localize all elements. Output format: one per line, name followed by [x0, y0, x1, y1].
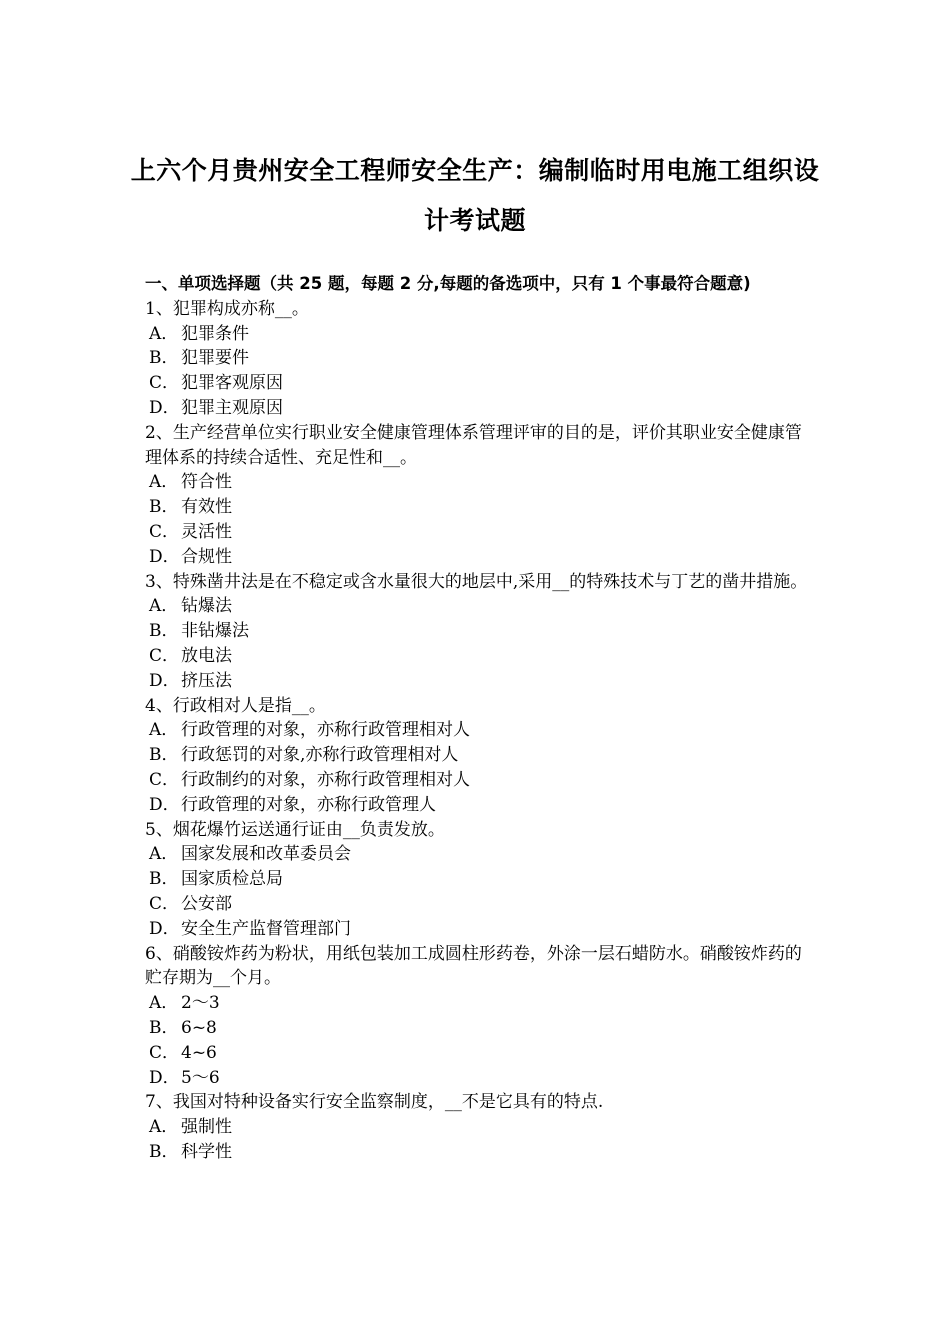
answer-option — [145, 892, 810, 917]
option-list — [145, 842, 810, 941]
answer-option — [145, 545, 810, 570]
option-text: 6~8 — [181, 1017, 217, 1038]
option-letter: A． — [149, 472, 179, 493]
option-list — [145, 718, 810, 817]
option-letter: A． — [149, 844, 179, 865]
answer-option — [145, 594, 810, 619]
question-stem: 3、特殊凿井法是在不稳定或含水量很大的地层中,采用__的特殊技术与丁艺的凿井措施。 — [145, 571, 808, 592]
option-text: 符合性 — [181, 472, 232, 493]
answer-option — [145, 1115, 810, 1140]
option-text: 安全生产监督管理部门 — [181, 918, 351, 939]
answer-option — [145, 917, 810, 942]
option-text: 强制性 — [181, 1117, 232, 1138]
answer-option — [145, 520, 810, 545]
answer-option — [145, 346, 810, 371]
option-list — [145, 322, 810, 421]
option-text: 钻爆法 — [181, 596, 232, 617]
option-text: 行政制约的对象，亦称行政管理相对人 — [181, 769, 470, 790]
option-list — [145, 991, 810, 1090]
option-text: 放电法 — [181, 645, 232, 666]
option-letter: C． — [149, 645, 180, 666]
answer-option — [145, 1140, 810, 1165]
option-letter: B． — [149, 497, 179, 518]
option-letter: A． — [149, 596, 179, 617]
section-heading: 一、单项选择题（共 25 题，每题 2 分,每题的备选项中，只有 1 个事最符合题意) — [145, 274, 751, 293]
question-stem: 4、行政相对人是指__。 — [145, 695, 326, 716]
option-text: 国家发展和改革委员会 — [181, 844, 351, 865]
option-text: 有效性 — [181, 497, 232, 518]
answer-option — [145, 1041, 810, 1066]
option-text: 挤压法 — [181, 670, 232, 691]
question-block — [145, 942, 810, 1091]
question-stem: 2、生产经营单位实行职业安全健康管理体系管理评审的目的是，评价其职业安全健康管理体系的持续合适性、充足性和__。 — [145, 422, 802, 468]
option-list — [145, 470, 810, 569]
option-text: 犯罪客观原因 — [181, 373, 283, 394]
answer-option — [145, 669, 810, 694]
option-letter: D． — [149, 918, 180, 939]
option-letter: B． — [149, 348, 179, 369]
option-letter: A． — [149, 993, 179, 1014]
answer-option — [145, 619, 810, 644]
option-text: 非钻爆法 — [181, 621, 249, 642]
option-letter: D． — [149, 1067, 180, 1088]
answer-option — [145, 842, 810, 867]
answer-option — [145, 718, 810, 743]
answer-option — [145, 371, 810, 396]
answer-option — [145, 322, 810, 347]
question-block — [145, 421, 810, 570]
document-body — [145, 272, 810, 1165]
option-text: 行政管理的对象，亦称行政管理人 — [181, 794, 436, 815]
option-letter: C． — [149, 373, 180, 394]
option-text: 灵活性 — [181, 521, 232, 542]
answer-option — [145, 991, 810, 1016]
option-text: 科学性 — [181, 1141, 232, 1162]
option-list — [145, 1115, 810, 1165]
option-letter: A． — [149, 1117, 179, 1138]
answer-option — [145, 1066, 810, 1091]
option-text: 公安部 — [181, 893, 232, 914]
answer-option — [145, 743, 810, 768]
option-text: 2～3 — [181, 993, 220, 1014]
answer-option — [145, 396, 810, 421]
option-letter: B． — [149, 621, 179, 642]
option-letter: B． — [149, 745, 179, 766]
question-block — [145, 297, 810, 421]
option-letter: D． — [149, 397, 180, 418]
question-stem: 1、犯罪构成亦称__。 — [145, 298, 309, 319]
option-text: 行政惩罚的对象,亦称行政管理相对人 — [181, 745, 459, 766]
document-title: 上六个月贵州安全工程师安全生产：编制临时用电施工组织设计考试题 — [130, 156, 820, 235]
option-list — [145, 594, 810, 693]
question-block — [145, 570, 810, 694]
option-letter: B． — [149, 1017, 179, 1038]
option-letter: B． — [149, 1141, 179, 1162]
option-text: 犯罪要件 — [181, 348, 249, 369]
question-stem: 5、烟花爆竹运送通行证由__负责发放。 — [145, 819, 445, 840]
answer-option — [145, 470, 810, 495]
option-text: 犯罪主观原因 — [181, 397, 283, 418]
answer-option — [145, 867, 810, 892]
option-letter: C． — [149, 893, 180, 914]
option-text: 合规性 — [181, 546, 232, 567]
question-stem: 6、硝酸铵炸药为粉状，用纸包装加工成圆柱形药卷，外涂一层石蜡防水。硝酸铵炸药的贮存期为__个月。 — [145, 943, 802, 989]
answer-option — [145, 644, 810, 669]
option-text: 行政管理的对象，亦称行政管理相对人 — [181, 720, 470, 741]
answer-option — [145, 768, 810, 793]
option-letter: A． — [149, 720, 179, 741]
option-letter: D． — [149, 546, 180, 567]
option-letter: D． — [149, 794, 180, 815]
option-letter: A． — [149, 323, 179, 344]
option-letter: B． — [149, 869, 179, 890]
answer-option — [145, 793, 810, 818]
option-letter: C． — [149, 521, 180, 542]
question-block — [145, 694, 810, 818]
option-letter: C． — [149, 1042, 180, 1063]
option-text: 犯罪条件 — [181, 323, 249, 344]
option-letter: C． — [149, 769, 180, 790]
question-block — [145, 818, 810, 942]
question-block — [145, 1090, 810, 1164]
option-text: 5～6 — [181, 1067, 220, 1088]
option-letter: D． — [149, 670, 180, 691]
question-list — [145, 297, 810, 1165]
option-text: 国家质检总局 — [181, 869, 283, 890]
question-stem: 7、我国对特种设备实行安全监察制度，__不是它具有的特点. — [145, 1092, 604, 1113]
answer-option — [145, 495, 810, 520]
option-text: 4~6 — [181, 1042, 217, 1063]
answer-option — [145, 1016, 810, 1041]
